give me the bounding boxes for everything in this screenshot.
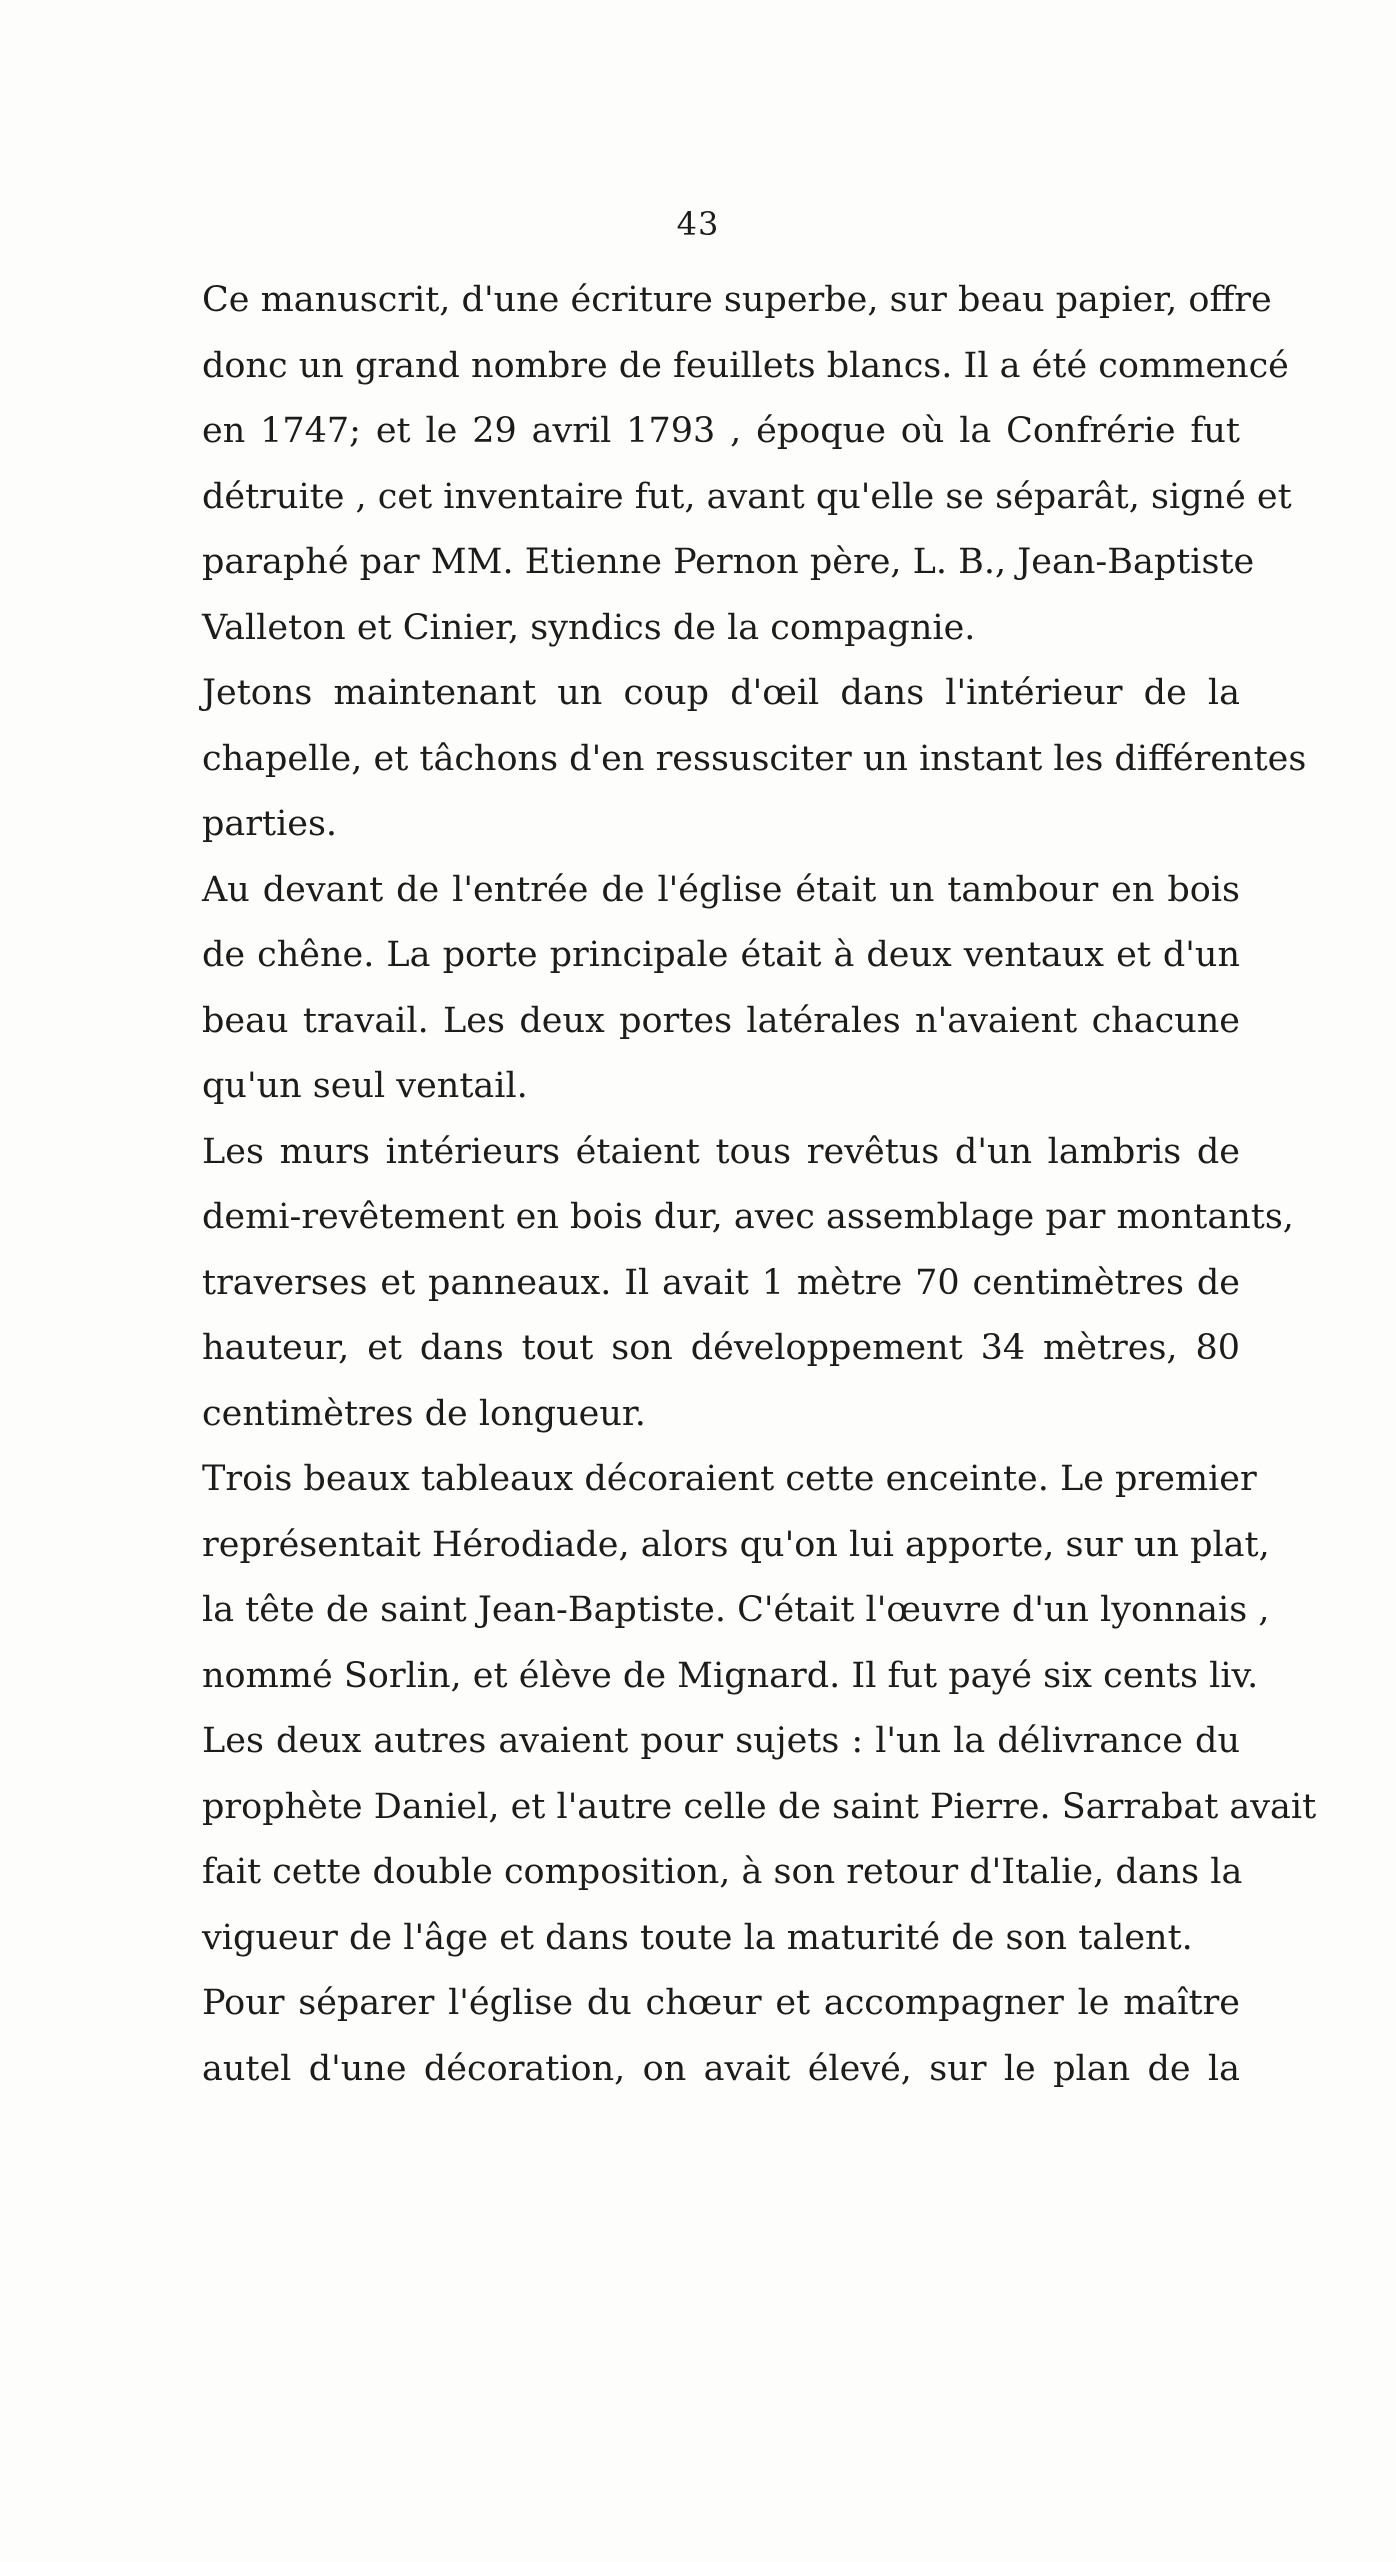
text-line: Ce manuscrit, d'une écriture superbe, sur beau papier, offre xyxy=(202,280,1272,320)
text-line: Trois beaux tableaux décoraient cette enceinte. Le premier xyxy=(202,1459,1257,1499)
paragraph xyxy=(158,1120,1294,1448)
text-line: paraphé par MM. Etienne Pernon père, L. B., Jean-Baptiste xyxy=(202,542,1255,582)
paragraph xyxy=(158,268,1292,661)
text-line: représentait Hérodiade, alors qu'on lui apporte, sur un plat, xyxy=(202,1524,1270,1565)
text-line: centimètres de longueur. xyxy=(202,1393,646,1434)
paragraph xyxy=(158,858,1240,1120)
text-line: traverses et panneaux. Il avait 1 mètre 70 centimètres de xyxy=(202,1262,1240,1303)
text-line: demi-revêtement en bois dur, avec assemblage par montants, xyxy=(202,1197,1294,1237)
text-line: autel d'une décoration, on avait élevé, sur le plan de la xyxy=(202,2048,1240,2089)
text-line: hauteur, et dans tout son développement 34 mètres, 80 xyxy=(202,1328,1240,1368)
text-line: en 1747; et le 29 avril 1793 , époque où la Confrérie fut xyxy=(202,411,1240,451)
text-line: Au devant de l'entrée de l'église était un tambour en bois xyxy=(202,869,1240,910)
text-line: Pour séparer l'église du chœur et accompagner le maître xyxy=(202,1983,1240,2023)
text-line: chapelle, et tâchons d'en ressusciter un instant les différentes xyxy=(202,738,1307,779)
paragraph xyxy=(158,661,1307,858)
text-line: qu'un seul ventail. xyxy=(202,1066,528,1106)
text-line: parties. xyxy=(202,804,338,844)
text-line: Jetons maintenant un coup d'œil dans l'intérieur de la xyxy=(202,673,1240,713)
text-line: Valleton et Cinier, syndics de la compagnie. xyxy=(202,607,976,648)
text-line: la tête de saint Jean-Baptiste. C'était l'œuvre d'un lyonnais , xyxy=(202,1590,1270,1630)
paragraph xyxy=(158,1447,1317,1971)
text-line: fait cette double composition, à son retour d'Italie, dans la xyxy=(202,1852,1243,1892)
paragraph xyxy=(158,1971,1240,2102)
text-line: beau travail. Les deux portes latérales n'avaient chacune xyxy=(202,1000,1240,1041)
body-text xyxy=(158,268,1317,2102)
text-line: vigueur de l'âge et dans toute la maturité de son talent. xyxy=(202,1917,1193,1958)
text-line: de chêne. La porte principale était à deux ventaux et d'un xyxy=(202,935,1240,975)
text-line: nommé Sorlin, et élève de Mignard. Il fut payé six cents liv. xyxy=(202,1655,1259,1696)
text-line: prophète Daniel, et l'autre celle de saint Pierre. Sarrabat avait xyxy=(202,1786,1317,1827)
page-number: 43 xyxy=(676,205,720,243)
text-line: Les deux autres avaient pour sujets : l'un la délivrance du xyxy=(202,1721,1240,1761)
text-line: détruite , cet inventaire fut, avant qu'elle se séparât, signé et xyxy=(202,476,1292,517)
text-line: donc un grand nombre de feuillets blancs. Il a été commencé xyxy=(202,345,1289,386)
text-line: Les murs intérieurs étaient tous revêtus d'un lambris de xyxy=(202,1131,1240,1172)
